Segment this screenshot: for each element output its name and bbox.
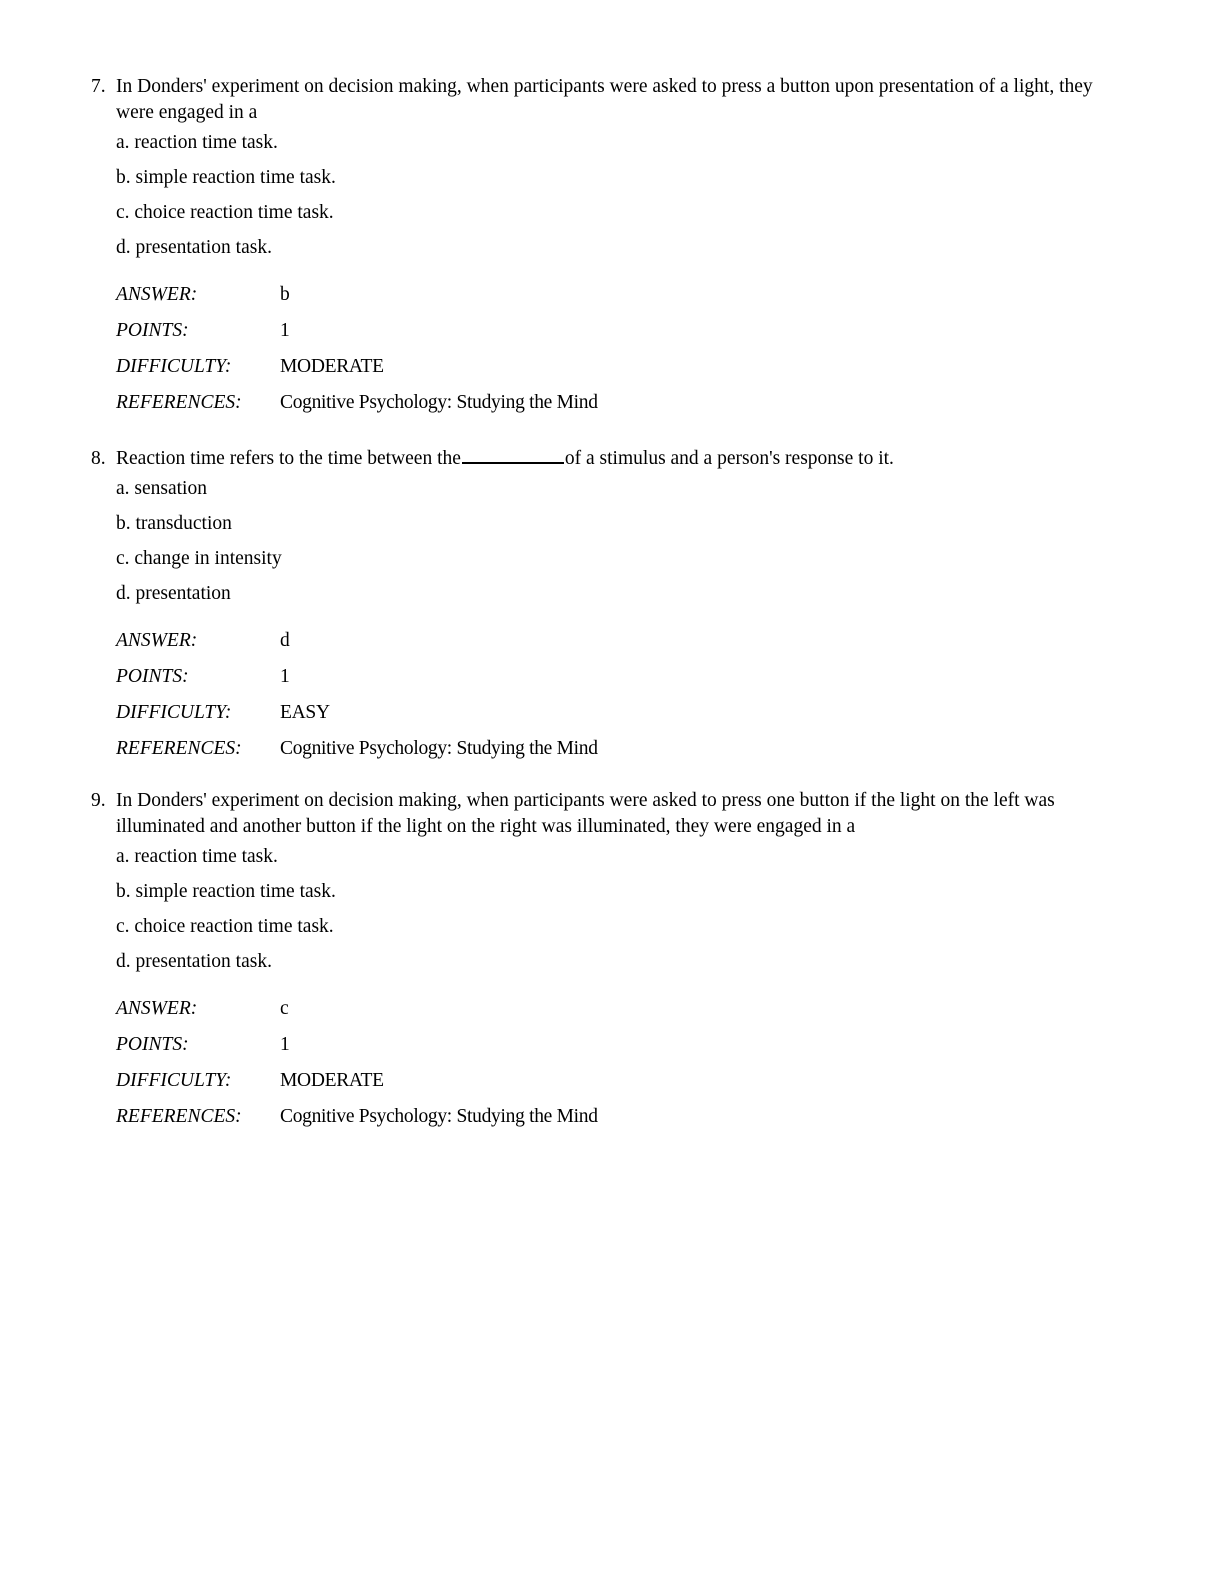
question-7 xyxy=(91,74,1131,428)
option-d: d. presentation task. xyxy=(116,237,272,258)
question-number: 8. xyxy=(91,448,106,469)
answer-label: ANSWER: xyxy=(116,630,198,651)
question-text-before-blank: Reaction time refers to the time between the xyxy=(116,448,461,469)
question-metadata xyxy=(116,284,598,428)
references-value: Cognitive Psychology: Studying the Mind xyxy=(280,738,598,759)
references-label: REFERENCES: xyxy=(116,738,242,759)
option-a: a. reaction time task. xyxy=(116,846,278,867)
difficulty-label: DIFFICULTY: xyxy=(116,356,232,377)
option-b: b. simple reaction time task. xyxy=(116,167,336,188)
question-metadata xyxy=(116,998,598,1142)
references-value: Cognitive Psychology: Studying the Mind xyxy=(280,392,598,413)
references-label: REFERENCES: xyxy=(116,392,242,413)
question-text: In Donders' experiment on decision making, when participants were asked to press a button upon presentation of a light, they were engaged in a xyxy=(116,76,1093,123)
question-stem xyxy=(91,788,1131,840)
answer-row xyxy=(116,998,598,1034)
answer-label: ANSWER: xyxy=(116,284,198,305)
references-row xyxy=(116,1106,598,1142)
option-c: c. choice reaction time task. xyxy=(116,202,334,223)
points-value: 1 xyxy=(280,320,290,341)
difficulty-row xyxy=(116,702,598,738)
answer-label: ANSWER: xyxy=(116,998,198,1019)
points-row xyxy=(116,1034,598,1070)
question-9 xyxy=(91,788,1131,1142)
answer-row xyxy=(116,630,598,666)
difficulty-value: MODERATE xyxy=(280,356,384,377)
question-number: 7. xyxy=(91,76,106,97)
difficulty-row xyxy=(116,356,598,392)
question-8 xyxy=(91,446,1131,774)
difficulty-label: DIFFICULTY: xyxy=(116,702,232,723)
points-label: POINTS: xyxy=(116,1034,189,1055)
option-c: c. change in intensity xyxy=(116,548,282,569)
references-row xyxy=(116,392,598,428)
answer-value: d xyxy=(280,630,290,651)
references-row xyxy=(116,738,598,774)
question-number: 9. xyxy=(91,790,106,811)
fill-in-blank xyxy=(462,448,564,464)
question-text: In Donders' experiment on decision making, when participants were asked to press one button if the light on the left was illuminated and another button if the light on the right was illuminated, they were engaged in a xyxy=(116,790,1055,837)
points-label: POINTS: xyxy=(116,666,189,687)
answer-options xyxy=(116,846,1131,986)
option-b: b. simple reaction time task. xyxy=(116,881,336,902)
option-c: c. choice reaction time task. xyxy=(116,916,334,937)
question-stem xyxy=(91,446,1131,472)
references-value: Cognitive Psychology: Studying the Mind xyxy=(280,1106,598,1127)
question-text-after-blank: of a stimulus and a person's response to it. xyxy=(564,448,894,469)
difficulty-value: MODERATE xyxy=(280,1070,384,1091)
option-b: b. transduction xyxy=(116,513,232,534)
option-d: d. presentation xyxy=(116,583,231,604)
option-d: d. presentation task. xyxy=(116,951,272,972)
question-stem xyxy=(91,74,1131,126)
points-value: 1 xyxy=(280,1034,290,1055)
answer-value: c xyxy=(280,998,289,1019)
difficulty-label: DIFFICULTY: xyxy=(116,1070,232,1091)
points-row xyxy=(116,320,598,356)
difficulty-value: EASY xyxy=(280,702,330,723)
answer-value: b xyxy=(280,284,290,305)
answer-options xyxy=(116,132,1131,272)
difficulty-row xyxy=(116,1070,598,1106)
answer-row xyxy=(116,284,598,320)
points-label: POINTS: xyxy=(116,320,189,341)
points-row xyxy=(116,666,598,702)
references-label: REFERENCES: xyxy=(116,1106,242,1127)
question-metadata xyxy=(116,630,598,774)
option-a: a. reaction time task. xyxy=(116,132,278,153)
option-a: a. sensation xyxy=(116,478,207,499)
answer-options xyxy=(116,478,1131,618)
points-value: 1 xyxy=(280,666,290,687)
